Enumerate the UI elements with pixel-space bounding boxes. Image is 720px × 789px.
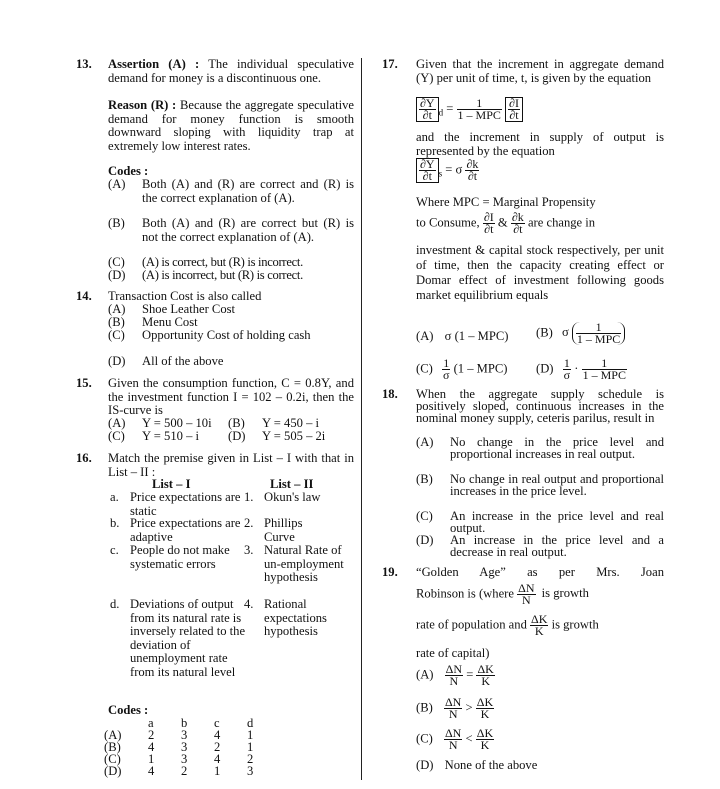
- denominator: N: [445, 675, 463, 687]
- equation-demand: [416, 97, 523, 122]
- codes-label: Codes :: [108, 164, 149, 178]
- option-label: (B): [108, 315, 125, 329]
- code-cell: 4: [214, 728, 221, 742]
- text: rate of population and: [416, 617, 527, 632]
- code-cell: 1: [247, 740, 254, 754]
- question-number: 17.: [382, 57, 398, 71]
- subscript: s: [438, 168, 443, 179]
- option-label: (B): [536, 325, 553, 340]
- question-text: Transaction Cost is also called: [108, 289, 262, 303]
- codes-header-cell: a: [148, 716, 154, 730]
- numerator: 1: [476, 96, 483, 110]
- codes-header-row: [104, 717, 280, 729]
- option-label: (C): [416, 509, 433, 523]
- numerator: ΔN: [518, 581, 535, 595]
- where-line-1: Where MPC = Marginal Propensity: [416, 195, 596, 209]
- option-label: (C): [108, 328, 125, 342]
- option-label: (A): [416, 435, 434, 449]
- option-a[interactable]: [416, 664, 495, 687]
- question-number: 19.: [382, 565, 398, 579]
- question-line-2: [416, 583, 664, 606]
- option-label: (B): [108, 216, 125, 230]
- option-b[interactable]: [536, 322, 625, 345]
- equals-sign: =: [446, 101, 454, 116]
- denominator: N: [517, 594, 535, 606]
- numerator: ∂Y: [420, 96, 435, 110]
- operator: =: [466, 667, 474, 682]
- numerator: 1: [601, 356, 608, 370]
- option-label: (A): [108, 177, 126, 191]
- question-number: 16.: [76, 451, 92, 465]
- code-cell: 1: [214, 764, 221, 778]
- question-text: When the aggregate supply schedule is positively sloped, continuous increases in the nominal money supply, ceteris parilus, result in: [416, 387, 664, 425]
- item-label: c.: [110, 543, 119, 557]
- option-text: No change in real output and proportional increases in the price level.: [450, 472, 664, 498]
- option-text: All of the above: [142, 354, 224, 368]
- assertion-label: Assertion (A) :: [108, 57, 200, 71]
- code-cell: 4: [214, 752, 221, 766]
- numerator: 1: [595, 320, 602, 334]
- code-cell: 3: [181, 728, 188, 742]
- text: Robinson is (where: [416, 586, 514, 601]
- list1-item-d: [110, 598, 244, 679]
- option-label: (A): [108, 302, 126, 316]
- item-label: 4.: [244, 597, 254, 611]
- denominator: ∂t: [465, 170, 479, 182]
- item-text: People do not make systematic errors: [130, 543, 230, 571]
- option-text: Both (A) and (R) are correct and (R) is the correct explanation of (A).: [142, 177, 354, 205]
- option-label: (A): [416, 667, 434, 682]
- list1-item-b: [110, 517, 244, 544]
- equals-sigma: = σ: [445, 162, 463, 177]
- option-text: (A) is correct, but (R) is incorrect.: [142, 255, 303, 269]
- denominator: ∂t: [484, 222, 494, 236]
- numerator: ∂Y: [420, 157, 435, 171]
- option-text: Y = 505 – 2i: [262, 429, 326, 443]
- denominator: 1 – MPC: [582, 368, 626, 382]
- numerator: ΔN: [444, 695, 462, 709]
- text: is growth: [551, 617, 599, 632]
- option-c[interactable]: [416, 728, 494, 751]
- option-b[interactable]: [416, 697, 494, 720]
- reason-text: Because the aggregate speculative demand for money function is smooth downward sloping with liquidity trap at extremely low interest rates.: [108, 98, 354, 153]
- option-a[interactable]: [416, 330, 508, 344]
- code-label: (C): [104, 752, 121, 766]
- option-label: (C): [416, 361, 433, 376]
- numerator: ΔK: [476, 695, 494, 709]
- option-text: (A) is incorrect, but (R) is correct.: [142, 268, 303, 282]
- list1-header: List – I: [152, 477, 191, 491]
- code-cell: 3: [181, 752, 188, 766]
- denominator: K: [476, 675, 494, 687]
- option-label: (D): [416, 758, 434, 772]
- list2-header: List – II: [270, 477, 314, 491]
- option-text: An increase in the price level and a decrease in real output.: [450, 533, 664, 559]
- dot: ·: [574, 361, 579, 376]
- option-label: (D): [228, 429, 246, 443]
- question-line-1: “Golden Age” as per Mrs. Joan: [416, 565, 664, 579]
- supply-intro: and the increment in supply of output is represented by the equation: [416, 130, 664, 158]
- code-cell: 4: [148, 740, 155, 754]
- denominator: ∂t: [509, 108, 519, 122]
- list2-item-4: [244, 598, 356, 639]
- code-cell: 3: [247, 764, 254, 778]
- item-label: 3.: [244, 543, 254, 557]
- numerator: ΔK: [531, 612, 548, 626]
- code-cell: 2: [181, 764, 188, 778]
- item-text: Phillips Curve: [264, 516, 303, 544]
- denominator: σ: [442, 368, 450, 382]
- option-label: (B): [416, 700, 433, 715]
- codes-table: [104, 717, 280, 777]
- option-label: (D): [416, 533, 434, 547]
- option-label: (B): [416, 472, 433, 486]
- item-text: Natural Rate of un-employment hypothesis: [264, 543, 344, 584]
- codes-header-cell: b: [181, 716, 188, 730]
- operator: >: [465, 700, 473, 715]
- question-text: Given the consumption function, C = 0.8Y, and the investment function I = 102 – 0.2i, then the IS-curve is: [108, 376, 354, 417]
- code-label: (B): [104, 740, 121, 754]
- item-text: Price expectations are static: [130, 490, 241, 518]
- question-number: 13.: [76, 57, 92, 71]
- item-text: Price expectations are adaptive: [130, 516, 241, 544]
- numerator: ∂k: [466, 157, 479, 171]
- option-text: Shoe Leather Cost: [142, 302, 236, 316]
- option-text: Opportunity Cost of holding cash: [142, 328, 311, 342]
- option-label: (A): [416, 329, 434, 343]
- list1-item-c: [110, 544, 244, 571]
- codes-row-a[interactable]: [104, 729, 280, 741]
- code-cell: 2: [214, 740, 221, 754]
- ampersand: &: [497, 215, 508, 230]
- code-cell: 1: [247, 728, 254, 742]
- code-cell: 4: [148, 764, 155, 778]
- option-label: (D): [108, 268, 126, 282]
- item-label: 2.: [244, 516, 254, 530]
- question-number: 14.: [76, 289, 92, 303]
- option-text: Y = 500 – 10i: [142, 416, 212, 430]
- option-label: (A): [108, 416, 126, 430]
- codes-label: Codes :: [108, 703, 149, 717]
- option-label: (C): [108, 255, 125, 269]
- reason: [108, 99, 354, 153]
- denominator: K: [476, 739, 494, 751]
- option-text: An increase in the price level and real output.: [450, 509, 664, 535]
- denominator: K: [530, 625, 548, 637]
- question-number: 15.: [76, 376, 92, 390]
- option-label: (C): [416, 731, 433, 746]
- reason-label: Reason (R) :: [108, 98, 177, 112]
- numerator: ΔK: [477, 662, 494, 676]
- item-text: Deviations of output from its natural rate is inversely related to the deviation of unemployment rate from its natural level: [130, 597, 246, 679]
- option-label: (B): [228, 416, 245, 430]
- option-text: Y = 450 – i: [262, 416, 320, 430]
- numerator: ΔK: [476, 726, 494, 740]
- demand-derivative: [416, 97, 439, 122]
- denominator: 1 – MPC: [576, 332, 621, 346]
- item-label: b.: [110, 516, 120, 530]
- where-text: are change in: [527, 215, 596, 230]
- code-label: (A): [104, 728, 122, 742]
- option-text: (1 – MPC): [453, 361, 508, 376]
- supply-derivative: [416, 158, 439, 183]
- list2-item-1: [244, 491, 356, 505]
- option-label: (D): [536, 361, 554, 376]
- question-intro: Given that the increment in aggregate demand (Y) per unit of time, t, is given by the equation: [416, 57, 664, 85]
- denominator: N: [444, 739, 462, 751]
- assertion: [108, 58, 354, 85]
- subscript: d: [438, 107, 444, 118]
- assertion-text: The individual speculative demand for money is a discontinuous one.: [108, 57, 355, 85]
- option-text: Both (A) and (R) are correct but (R) is not the correct explanation of (A).: [142, 216, 354, 244]
- option-label: (C): [108, 429, 125, 443]
- list1-item-a: [110, 491, 244, 518]
- numerator: ΔN: [445, 662, 463, 676]
- code-cell: 3: [181, 740, 188, 754]
- question-number: 18.: [382, 387, 398, 401]
- column-divider: [361, 58, 362, 780]
- where-line-3: investment & capital stock respectively, per unit of time, then the capacity creating effect or Domar effect of investment following goods market equilibrium equals: [416, 243, 664, 302]
- numerator: 1: [563, 356, 570, 370]
- numerator: ΔN: [444, 726, 462, 740]
- investment-derivative: [505, 97, 523, 122]
- option-d[interactable]: [416, 759, 537, 773]
- option-c[interactable]: [416, 358, 507, 381]
- code-label: (D): [104, 764, 122, 778]
- denominator: ∂t: [419, 109, 436, 121]
- option-d[interactable]: [536, 358, 627, 381]
- denominator: ∂t: [419, 170, 436, 182]
- list2-item-2: [244, 517, 356, 544]
- option-text: No change in the price level and proportional increases in real output.: [450, 435, 664, 461]
- codes-row-c[interactable]: [104, 753, 280, 765]
- numerator: ∂I: [483, 210, 494, 224]
- item-text: Okun's law: [264, 490, 321, 504]
- codes-header-cell: d: [247, 716, 254, 730]
- where-text: to Consume,: [416, 215, 480, 230]
- list2-item-3: [244, 544, 356, 585]
- code-cell: 1: [148, 752, 155, 766]
- denominator: ∂t: [511, 223, 525, 235]
- question-line-3: [416, 614, 664, 637]
- option-text: Menu Cost: [142, 315, 198, 329]
- option-text: Y = 510 – i: [142, 429, 200, 443]
- numerator: ∂k: [511, 210, 524, 224]
- operator: <: [465, 731, 473, 746]
- codes-row-d[interactable]: [104, 765, 280, 777]
- code-cell: 2: [247, 752, 254, 766]
- equation-supply: [416, 158, 479, 183]
- codes-header-cell: c: [214, 716, 220, 730]
- item-label: d.: [110, 597, 120, 611]
- numerator: 1: [443, 356, 450, 370]
- option-label: (D): [108, 354, 126, 368]
- codes-row-b[interactable]: [104, 741, 280, 753]
- question-text: Match the premise given in List – I with that in List – II :: [108, 451, 354, 479]
- denominator: 1 – MPC: [457, 108, 501, 122]
- sigma: σ: [561, 325, 569, 340]
- item-text: Rational expectations hypothesis: [264, 597, 327, 638]
- numerator: ∂I: [509, 96, 519, 110]
- denominator: σ: [563, 368, 571, 382]
- text: is growth: [541, 586, 589, 601]
- question-line-4: rate of capital): [416, 646, 490, 660]
- item-label: a.: [110, 490, 119, 504]
- item-label: 1.: [244, 490, 254, 504]
- denominator: K: [476, 708, 494, 720]
- denominator: N: [444, 708, 462, 720]
- where-line-2: [416, 212, 664, 235]
- code-cell: 2: [148, 728, 155, 742]
- option-text: None of the above: [444, 758, 538, 772]
- option-text: σ (1 – MPC): [444, 329, 509, 343]
